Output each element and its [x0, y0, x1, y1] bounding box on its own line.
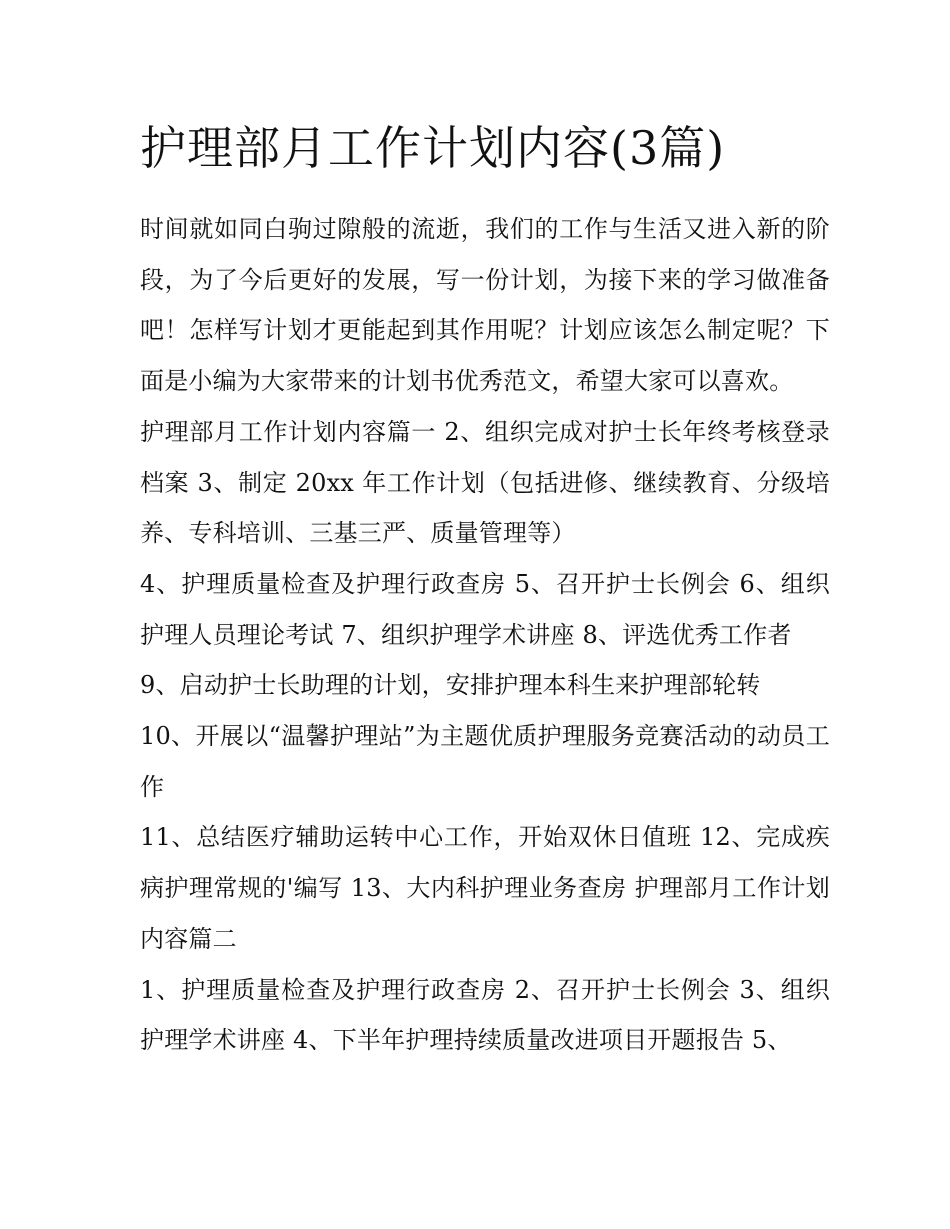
document-title: 护理部月工作计划内容(3篇)	[140, 121, 726, 175]
plan-one-items-4-8-paragraph: 4、护理质量检查及护理行政查房 5、召开护士长例会 6、组织护理人员理论考试 7、组织护理学术讲座 8、评选优秀工作者	[140, 569, 830, 649]
plan-one-items-paragraph: 护理部月工作计划内容篇一 2、组织完成对护士长年终考核登录档案 3、制定 20xx 年工作计划（包括进修、继续教育、分级培养、专科培训、三基三严、质量管理等）	[140, 417, 830, 548]
intro-paragraph: 时间就如同白驹过隙般的流逝，我们的工作与生活又进入新的阶段，为了今后更好的发展，写一份计划，为接下来的学习做准备吧！怎样写计划才更能起到其作用呢？计划应该怎么制定呢？下面是小编为大家带来的计划书优秀范文，希望大家可以喜欢。	[140, 215, 830, 396]
plan-one-items-11-13-paragraph: 11、总结医疗辅助运转中心工作，开始双休日值班 12、完成疾病护理常规的'编写 13、大内科护理业务查房 护理部月工作计划内容篇二	[140, 823, 830, 953]
plan-one-item-9-paragraph: 9、启动护士长助理的计划，安排护理本科生来护理部轮转	[140, 671, 761, 700]
plan-one-item-10-paragraph: 10、开展以“温馨护理站”为主题优质护理服务竞赛活动的动员工作	[140, 722, 830, 801]
plan-two-items-paragraph: 1、护理质量检查及护理行政查房 2、召开护士长例会 3、组织护理学术讲座 4、下半年护理持续质量改进项目开题报告 5、	[140, 975, 830, 1055]
document-page	[140, 118, 830, 1066]
